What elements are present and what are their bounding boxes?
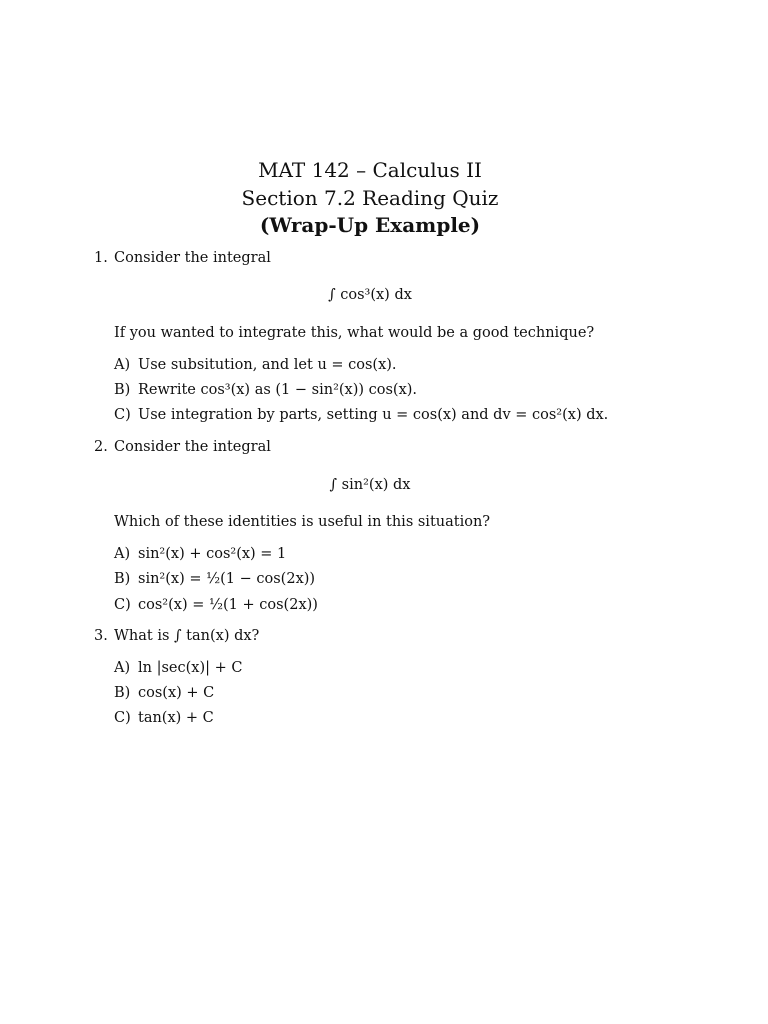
section-title: Section 7.2 Reading Quiz	[241, 186, 499, 210]
question-2-option-a[interactable]	[114, 546, 286, 562]
option-text: cos(x) + C	[138, 685, 215, 701]
option-text: sin²(x) + cos²(x) = 1	[138, 546, 287, 562]
course-title: MAT 142 – Calculus II	[258, 158, 482, 182]
option-label: B)	[114, 382, 131, 398]
quiz-subtitle: (Wrap-Up Example)	[259, 213, 481, 237]
question-1-integral	[0, 287, 740, 303]
question-1-ask: If you wanted to integrate this, what would be a good technique?	[114, 325, 595, 341]
title-block	[0, 156, 740, 238]
question-1-number: 1.	[94, 250, 108, 266]
option-label: A)	[114, 546, 131, 562]
question-2-number: 2.	[94, 439, 108, 455]
option-text: Use subsitution, and let u = cos(x).	[138, 357, 397, 373]
option-label: B)	[114, 685, 131, 701]
option-label: A)	[114, 660, 131, 676]
option-text: Rewrite cos³(x) as (1 − sin²(x)) cos(x).	[138, 382, 418, 398]
option-label: C)	[114, 710, 131, 726]
question-1-option-b[interactable]	[114, 382, 417, 398]
question-3-option-a[interactable]	[114, 660, 242, 676]
question-3-option-c[interactable]	[114, 710, 214, 726]
question-2-option-b[interactable]	[114, 571, 315, 587]
option-text: Use integration by parts, setting u = cos(x) and dv = cos²(x) dx.	[138, 407, 609, 423]
question-3-option-b[interactable]	[114, 685, 214, 701]
option-text: sin²(x) = ½(1 − cos(2x))	[138, 571, 316, 587]
question-1-prompt: Consider the integral	[114, 250, 271, 266]
question-2-integral-text: ∫ sin²(x) dx	[329, 477, 411, 493]
option-label: A)	[114, 357, 131, 373]
question-1-option-c[interactable]	[114, 407, 608, 423]
option-label: C)	[114, 597, 131, 613]
question-2-integral	[0, 477, 740, 493]
option-text: cos²(x) = ½(1 + cos(2x))	[138, 597, 318, 613]
question-1-integral-text: ∫ cos³(x) dx	[328, 287, 412, 303]
question-1-option-a[interactable]	[114, 357, 397, 373]
question-2-ask: Which of these identities is useful in this situation?	[114, 514, 491, 530]
option-label: B)	[114, 571, 131, 587]
question-2-option-c[interactable]	[114, 597, 318, 613]
option-text: ln |sec(x)| + C	[138, 660, 243, 676]
question-3-prompt: What is ∫ tan(x) dx?	[114, 628, 260, 644]
question-2-prompt: Consider the integral	[114, 439, 271, 455]
option-text: tan(x) + C	[138, 710, 214, 726]
option-label: C)	[114, 407, 131, 423]
question-3-number: 3.	[94, 628, 108, 644]
